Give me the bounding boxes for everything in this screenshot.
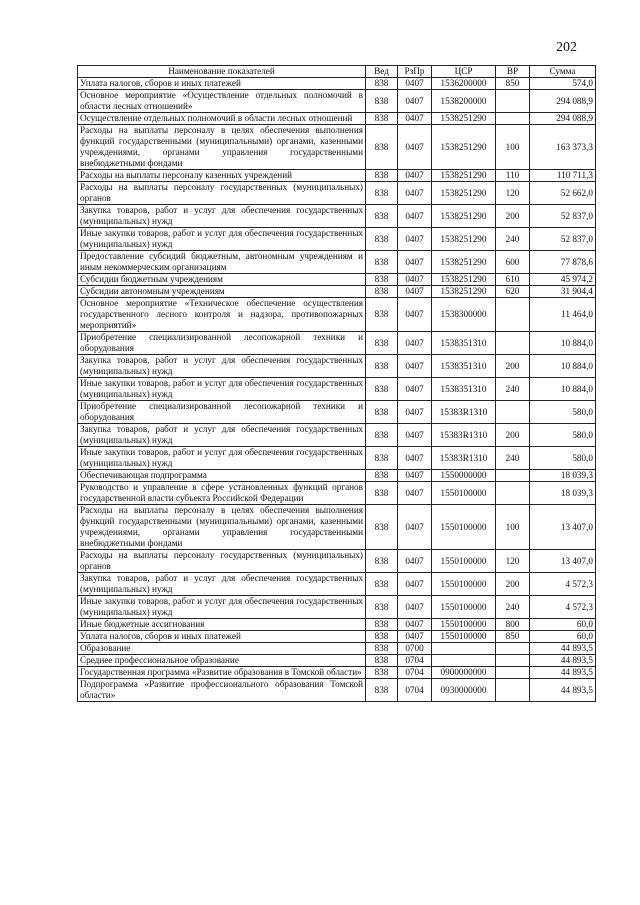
table-cell-ved: 838	[366, 170, 398, 182]
table-cell-rzpr: 0407	[398, 573, 432, 596]
table-cell-sum: 13 407,0	[530, 505, 596, 550]
table-cell-ved: 838	[366, 113, 398, 125]
table-cell-csr: 1550100000	[432, 573, 496, 596]
table-cell-rzpr: 0407	[398, 298, 432, 332]
table-cell-sum: 11 464,0	[530, 298, 596, 332]
table-cell-csr: 1538351310	[432, 355, 496, 378]
table-cell-sum: 4 572,3	[530, 596, 596, 619]
table-cell-rzpr: 0407	[398, 228, 432, 251]
header-name: Наименование показателей	[78, 66, 366, 78]
table-cell-rzpr: 0407	[398, 125, 432, 170]
table-cell-name: Расходы на выплаты персоналу государственных (муниципальных) органов	[78, 182, 366, 205]
table-cell-vr	[496, 679, 530, 702]
table-cell-name: Образование	[78, 643, 366, 655]
table-cell-sum: 44 893,5	[530, 667, 596, 679]
table-cell-ved: 838	[366, 470, 398, 482]
table-cell-ved: 838	[366, 631, 398, 643]
table-cell-name: Иные закупки товаров, работ и услуг для обеспечения государственных (муниципальных) нужд	[78, 596, 366, 619]
table-row	[78, 401, 596, 424]
table-cell-rzpr: 0407	[398, 90, 432, 113]
table-cell-sum: 580,0	[530, 447, 596, 470]
table-cell-vr: 110	[496, 170, 530, 182]
table-cell-csr: 1538251290	[432, 251, 496, 274]
table-cell-ved: 838	[366, 78, 398, 90]
table-cell-sum: 4 572,3	[530, 573, 596, 596]
table-cell-vr: 600	[496, 251, 530, 274]
table-cell-name: Субсидии бюджетным учреждениям	[78, 274, 366, 286]
table-cell-rzpr: 0407	[398, 470, 432, 482]
table-cell-vr	[496, 667, 530, 679]
table-cell-sum: 77 878,6	[530, 251, 596, 274]
table-row	[78, 170, 596, 182]
table-cell-name: Уплата налогов, сборов и иных платежей	[78, 78, 366, 90]
table-cell-sum: 60,0	[530, 631, 596, 643]
table-row	[78, 631, 596, 643]
table-cell-name: Иные бюджетные ассигнования	[78, 619, 366, 631]
table-cell-rzpr: 0407	[398, 78, 432, 90]
table-cell-ved: 838	[366, 332, 398, 355]
table-cell-vr: 120	[496, 182, 530, 205]
table-cell-csr: 1538251290	[432, 170, 496, 182]
table-cell-name: Иные закупки товаров, работ и услуг для обеспечения государственных (муниципальных) нужд	[78, 228, 366, 251]
table-cell-vr: 850	[496, 631, 530, 643]
table-cell-csr: 1550100000	[432, 550, 496, 573]
table-cell-name: Государственная программа «Развитие образования в Томской области»	[78, 667, 366, 679]
table-cell-rzpr: 0407	[398, 170, 432, 182]
table-cell-sum: 110 711,3	[530, 170, 596, 182]
table-cell-rzpr: 0407	[398, 424, 432, 447]
table-cell-sum: 52 837,0	[530, 228, 596, 251]
table-cell-sum: 163 373,3	[530, 125, 596, 170]
table-cell-sum: 52 837,0	[530, 205, 596, 228]
table-cell-sum: 10 884,0	[530, 355, 596, 378]
table-cell-ved: 838	[366, 573, 398, 596]
page-number: 202	[556, 40, 577, 55]
table-cell-vr: 620	[496, 286, 530, 298]
table-cell-rzpr: 0407	[398, 596, 432, 619]
table-cell-rzpr: 0407	[398, 113, 432, 125]
table-row	[78, 550, 596, 573]
table-cell-name: Обеспечивающая подпрограмма	[78, 470, 366, 482]
table-cell-name: Предоставление субсидий бюджетным, автономным учреждениям и иным некоммерческим организациям	[78, 251, 366, 274]
table-cell-vr	[496, 332, 530, 355]
table-row	[78, 667, 596, 679]
table-cell-vr: 200	[496, 205, 530, 228]
table-row	[78, 90, 596, 113]
table-cell-vr	[496, 401, 530, 424]
table-cell-sum: 10 884,0	[530, 332, 596, 355]
table-cell-vr: 240	[496, 378, 530, 401]
table-cell-csr: 15383R1310	[432, 424, 496, 447]
table-cell-name: Уплата налогов, сборов и иных платежей	[78, 631, 366, 643]
table-cell-csr: 1538300000	[432, 298, 496, 332]
table-cell-csr: 1538251290	[432, 205, 496, 228]
table-cell-rzpr: 0407	[398, 401, 432, 424]
table-cell-rzpr: 0704	[398, 655, 432, 667]
table-cell-ved: 838	[366, 274, 398, 286]
table-cell-csr: 1550100000	[432, 505, 496, 550]
table-row	[78, 332, 596, 355]
table-cell-csr: 1538251290	[432, 228, 496, 251]
table-cell-vr	[496, 298, 530, 332]
table-cell-rzpr: 0407	[398, 550, 432, 573]
table-row	[78, 679, 596, 702]
table-cell-ved: 838	[366, 482, 398, 505]
table-cell-sum: 574,0	[530, 78, 596, 90]
table-cell-sum: 45 974,2	[530, 274, 596, 286]
table-row	[78, 596, 596, 619]
table-cell-csr: 1550100000	[432, 631, 496, 643]
table-cell-sum: 13 407,0	[530, 550, 596, 573]
table-cell-ved: 838	[366, 505, 398, 550]
table-cell-rzpr: 0407	[398, 505, 432, 550]
table-row	[78, 78, 596, 90]
table-cell-ved: 838	[366, 378, 398, 401]
table-cell-name: Иные закупки товаров, работ и услуг для обеспечения государственных (муниципальных) нужд	[78, 378, 366, 401]
table-cell-vr	[496, 470, 530, 482]
table-cell-ved: 838	[366, 182, 398, 205]
header-vr: ВР	[496, 66, 530, 78]
table-header-row	[78, 66, 596, 78]
table-cell-rzpr: 0407	[398, 378, 432, 401]
table-cell-rzpr: 0704	[398, 667, 432, 679]
table-row	[78, 355, 596, 378]
table-cell-ved: 838	[366, 355, 398, 378]
table-cell-ved: 838	[366, 550, 398, 573]
table-cell-sum: 18 039,3	[530, 482, 596, 505]
table-cell-rzpr: 0407	[398, 274, 432, 286]
table-cell-csr: 1550100000	[432, 482, 496, 505]
table-cell-vr: 240	[496, 447, 530, 470]
table-cell-name: Иные закупки товаров, работ и услуг для обеспечения государственных (муниципальных) нужд	[78, 447, 366, 470]
table-cell-rzpr: 0700	[398, 643, 432, 655]
table-cell-csr: 0930000000	[432, 679, 496, 702]
table-cell-vr	[496, 482, 530, 505]
table-body	[78, 78, 596, 702]
table-cell-vr: 100	[496, 505, 530, 550]
table-cell-name: Закупка товаров, работ и услуг для обеспечения государственных (муниципальных) нужд	[78, 424, 366, 447]
table-cell-ved: 838	[366, 251, 398, 274]
table-cell-name: Закупка товаров, работ и услуг для обеспечения государственных (муниципальных) нужд	[78, 355, 366, 378]
table-cell-sum: 44 893,5	[530, 655, 596, 667]
table-cell-vr: 240	[496, 228, 530, 251]
table-cell-rzpr: 0407	[398, 631, 432, 643]
table-row	[78, 482, 596, 505]
table-cell-vr: 610	[496, 274, 530, 286]
table-cell-sum: 294 088,9	[530, 90, 596, 113]
table-cell-csr: 1550000000	[432, 470, 496, 482]
table-cell-name: Основное мероприятие «Осуществление отдельных полномочий в области лесных отношений»	[78, 90, 366, 113]
table-cell-name: Осуществление отдельных полномочий в области лесных отношений	[78, 113, 366, 125]
table-cell-ved: 838	[366, 125, 398, 170]
table-cell-csr: 1538251290	[432, 286, 496, 298]
table-cell-ved: 838	[366, 596, 398, 619]
table-cell-name: Закупка товаров, работ и услуг для обеспечения государственных (муниципальных) нужд	[78, 573, 366, 596]
table-cell-name: Субсидии автономным учреждениям	[78, 286, 366, 298]
table-row	[78, 424, 596, 447]
table-cell-name: Закупка товаров, работ и услуг для обеспечения государственных (муниципальных) нужд	[78, 205, 366, 228]
table-cell-vr	[496, 643, 530, 655]
table-cell-ved: 838	[366, 90, 398, 113]
table-row	[78, 125, 596, 170]
table-cell-ved: 838	[366, 643, 398, 655]
table-cell-ved: 838	[366, 679, 398, 702]
table-cell-ved: 838	[366, 286, 398, 298]
table-cell-csr	[432, 655, 496, 667]
table-cell-rzpr: 0704	[398, 679, 432, 702]
table-row	[78, 205, 596, 228]
table-cell-sum: 60,0	[530, 619, 596, 631]
table-cell-name: Основное мероприятие «Техническое обеспечение осуществления государственного лесного контроля и надзора, противопожарных мероприятий»	[78, 298, 366, 332]
table-cell-sum: 44 893,5	[530, 643, 596, 655]
table-cell-csr: 1538351310	[432, 378, 496, 401]
table-cell-rzpr: 0407	[398, 619, 432, 631]
table-row	[78, 378, 596, 401]
table-cell-rzpr: 0407	[398, 251, 432, 274]
table-cell-name: Расходы на выплаты персоналу в целях обеспечения выполнения функций государственными (муниципальными) органами, казенными учреждениями, органами управления государственными внебюджетными фондами	[78, 125, 366, 170]
table-cell-ved: 838	[366, 205, 398, 228]
table-cell-csr: 15383R1310	[432, 447, 496, 470]
table-row	[78, 643, 596, 655]
table-cell-vr: 200	[496, 355, 530, 378]
table-row	[78, 113, 596, 125]
table-row	[78, 447, 596, 470]
table-cell-rzpr: 0407	[398, 205, 432, 228]
table-row	[78, 505, 596, 550]
table-cell-ved: 838	[366, 619, 398, 631]
table-cell-name: Приобретение специализированной лесопожарной техники и оборудования	[78, 401, 366, 424]
table-row	[78, 619, 596, 631]
table-row	[78, 182, 596, 205]
table-cell-rzpr: 0407	[398, 182, 432, 205]
table-cell-rzpr: 0407	[398, 482, 432, 505]
table-cell-csr	[432, 643, 496, 655]
header-ved: Вед	[366, 66, 398, 78]
table-cell-vr: 240	[496, 596, 530, 619]
table-cell-rzpr: 0407	[398, 447, 432, 470]
table-cell-ved: 838	[366, 667, 398, 679]
table-cell-csr: 1550100000	[432, 619, 496, 631]
table-row	[78, 470, 596, 482]
table-cell-sum: 580,0	[530, 424, 596, 447]
table-cell-vr	[496, 655, 530, 667]
table-cell-csr: 1536200000	[432, 78, 496, 90]
table-cell-vr: 200	[496, 573, 530, 596]
table-row	[78, 251, 596, 274]
table-cell-csr: 1538251290	[432, 125, 496, 170]
table-cell-sum: 44 893,5	[530, 679, 596, 702]
table-cell-ved: 838	[366, 447, 398, 470]
table-cell-sum: 31 904,4	[530, 286, 596, 298]
table-cell-csr: 1538251290	[432, 113, 496, 125]
table-cell-vr: 800	[496, 619, 530, 631]
table-cell-name: Расходы на выплаты персоналу в целях обеспечения выполнения функций государственными (муниципальными) органами, казенными учреждениями, органами управления государственными внебюджетными фондами	[78, 505, 366, 550]
table-cell-name: Приобретение специализированной лесопожарной техники и оборудования	[78, 332, 366, 355]
header-csr: ЦСР	[432, 66, 496, 78]
table-cell-vr: 850	[496, 78, 530, 90]
table-cell-name: Руководство и управление в сфере установленных функций органов государственной власти субъекта Российской Федерации	[78, 482, 366, 505]
table-row	[78, 655, 596, 667]
table-row	[78, 286, 596, 298]
table-cell-vr	[496, 113, 530, 125]
table-cell-rzpr: 0407	[398, 332, 432, 355]
table-cell-csr: 1538200000	[432, 90, 496, 113]
table-cell-vr: 120	[496, 550, 530, 573]
table-cell-name: Среднее профессиональное образование	[78, 655, 366, 667]
table-row	[78, 274, 596, 286]
table-cell-sum: 10 884,0	[530, 378, 596, 401]
table-cell-csr: 1538251290	[432, 182, 496, 205]
table-row	[78, 228, 596, 251]
table-cell-name: Расходы на выплаты персоналу государственных (муниципальных) органов	[78, 550, 366, 573]
table-cell-ved: 838	[366, 401, 398, 424]
budget-table	[77, 65, 596, 702]
table-cell-sum: 294 088,9	[530, 113, 596, 125]
table-cell-sum: 52 662,0	[530, 182, 596, 205]
table-cell-ved: 838	[366, 228, 398, 251]
table-cell-csr: 1550100000	[432, 596, 496, 619]
table-cell-ved: 838	[366, 298, 398, 332]
table-cell-sum: 580,0	[530, 401, 596, 424]
header-sum: Сумма	[530, 66, 596, 78]
table-cell-csr: 1538251290	[432, 274, 496, 286]
table-cell-rzpr: 0407	[398, 286, 432, 298]
table-cell-ved: 838	[366, 424, 398, 447]
table-row	[78, 573, 596, 596]
table-cell-sum: 18 039,3	[530, 470, 596, 482]
table-cell-name: Расходы на выплаты персоналу казенных учреждений	[78, 170, 366, 182]
table-cell-ved: 838	[366, 655, 398, 667]
table-cell-rzpr: 0407	[398, 355, 432, 378]
table-cell-csr: 0900000000	[432, 667, 496, 679]
header-rzpr: РзПр	[398, 66, 432, 78]
table-cell-csr: 1538351310	[432, 332, 496, 355]
table-cell-vr	[496, 90, 530, 113]
table-row	[78, 298, 596, 332]
table-cell-vr: 200	[496, 424, 530, 447]
table-cell-name: Подпрограмма «Развитие профессионального образования Томской области»	[78, 679, 366, 702]
table-cell-vr: 100	[496, 125, 530, 170]
table-cell-csr: 15383R1310	[432, 401, 496, 424]
